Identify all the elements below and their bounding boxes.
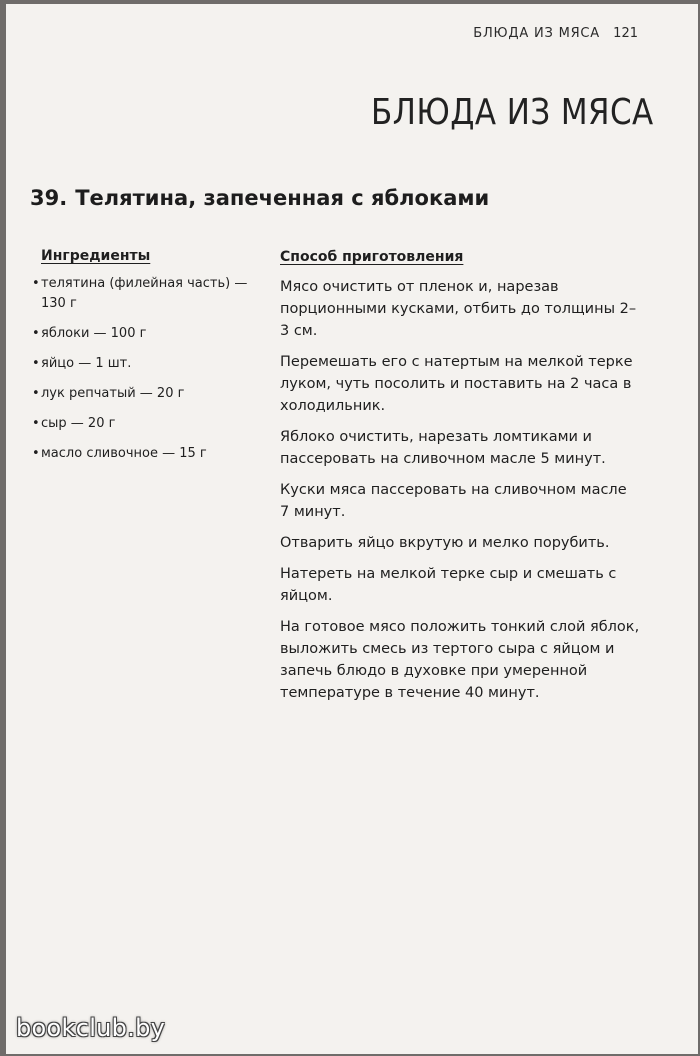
chapter-title: БЛЮДА ИЗ МЯСА — [371, 92, 654, 133]
ingredients-column — [32, 246, 262, 474]
method-step: Куски мяса пассеровать на сливочном масле 7 минут. — [280, 482, 627, 520]
method-step: Отварить яйцо вкрутую и мелко порубить. — [280, 535, 610, 551]
recipe-number: 39. — [30, 186, 68, 210]
ingredient-item: • яйцо — 1 шт. — [32, 354, 262, 374]
ingredient-item: • телятина (филейная часть) — 130 г — [32, 274, 262, 314]
method-step: Натереть на мелкой терке сыр и смешать с яйцом. — [280, 566, 617, 604]
ingredient-item: • сыр — 20 г — [32, 414, 262, 434]
method-step: На готовое мясо положить тонкий слой яблок, выложить смесь из тертого сыра с яйцом и запечь блюдо в духовке при умеренной температуре в течение 40 минут. — [280, 619, 640, 701]
recipe-title — [30, 186, 489, 210]
ingredients-list — [32, 274, 262, 464]
method-step: Перемешать его с натертым на мелкой терке луком, чуть посолить и поставить на 2 часа в холодильник. — [280, 354, 633, 414]
running-head: БЛЮДА ИЗ МЯСА — [473, 26, 600, 41]
method-heading: Способ приготовления — [280, 249, 464, 265]
page-number: 121 — [613, 26, 638, 41]
ingredient-item: • масло сливочное — 15 г — [32, 444, 262, 464]
recipe-name: Телятина, запеченная с яблоками — [75, 186, 490, 210]
book-page — [6, 4, 698, 1054]
ingredients-heading: Ингредиенты — [41, 248, 151, 264]
method-step: Мясо очистить от пленок и, нарезав порционными кусками, отбить до толщины 2–3 см. — [280, 279, 637, 339]
method-step: Яблоко очистить, нарезать ломтиками и пассеровать на сливочном масле 5 минут. — [280, 429, 606, 467]
method-column — [280, 246, 640, 713]
watermark: bookclub.by — [16, 1014, 166, 1042]
ingredient-item: • лук репчатый — 20 г — [32, 384, 262, 404]
ingredient-item: • яблоки — 100 г — [32, 324, 262, 344]
